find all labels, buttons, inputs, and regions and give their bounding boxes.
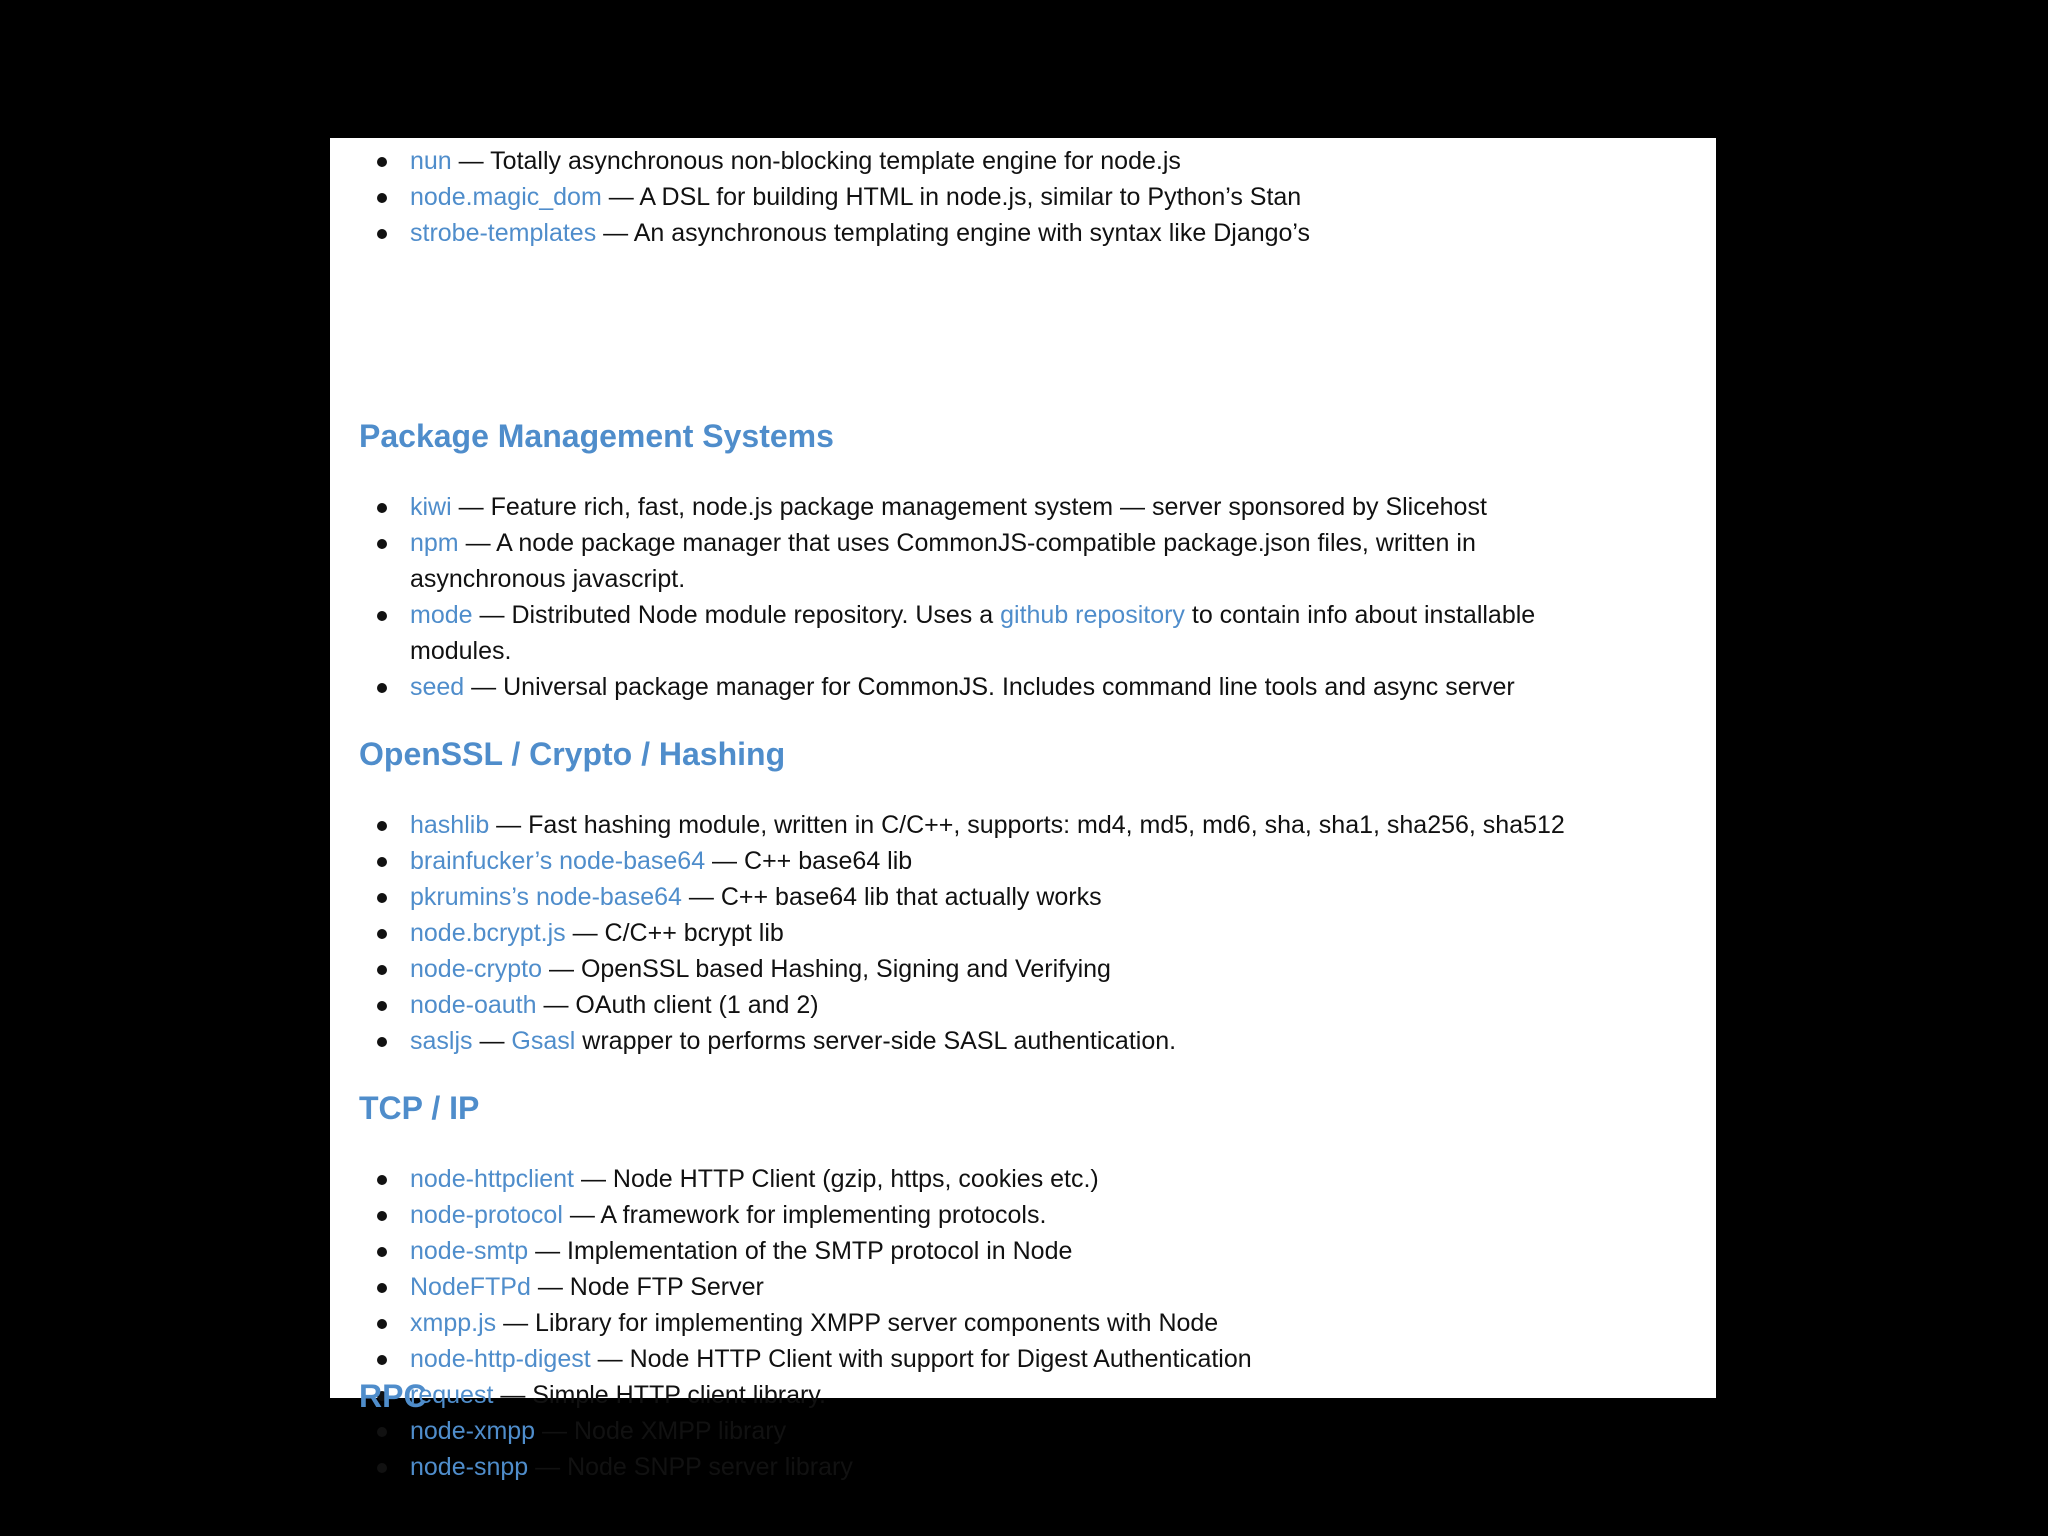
section-heading-tcp-ip: TCP / IP — [359, 1090, 480, 1126]
item-description: Node FTP Server — [569, 1273, 764, 1301]
bullet-icon — [377, 1463, 387, 1473]
section-heading-rpc: RPC — [359, 1378, 427, 1414]
link-node-httpclient[interactable]: node-httpclient — [410, 1165, 575, 1193]
item-description: Totally asynchronous non-blocking template engine for node.js — [490, 147, 1181, 175]
link-node-crypto[interactable]: node-crypto — [410, 955, 543, 983]
item-description: Feature rich, fast, node.js package management system — server sponsored by Slicehost — [490, 493, 1487, 521]
bullet-icon — [377, 857, 387, 867]
item-description: wrapper to performs server-side SASL authentication. — [582, 1027, 1177, 1055]
link-request[interactable]: request — [410, 1381, 494, 1409]
link-sasljs[interactable]: sasljs — [410, 1027, 473, 1055]
item-description: Fast hashing module, written in C/C++, supports: md4, md5, md6, sha, sha1, sha256, sha512 — [528, 811, 1565, 839]
item-description: Library for implementing XMPP server components with Node — [535, 1309, 1219, 1337]
bullet-icon — [377, 929, 387, 939]
link-node-protocol[interactable]: node-protocol — [410, 1201, 563, 1229]
list-item — [359, 1341, 1630, 1377]
list-item — [359, 807, 1630, 843]
separator: — — [565, 919, 605, 947]
bullet-icon — [377, 1037, 387, 1047]
separator: — — [705, 847, 745, 875]
section-heading-openssl: OpenSSL / Crypto / Hashing — [359, 736, 786, 772]
list-item — [359, 843, 1630, 879]
bullet-icon — [377, 1247, 387, 1257]
link-strobe-templates[interactable]: strobe-templates — [410, 219, 597, 247]
item-description: C++ base64 lib that actually works — [720, 883, 1102, 911]
item-description: OAuth client (1 and 2) — [575, 991, 819, 1019]
link-node-smtp[interactable]: node-smtp — [410, 1237, 529, 1265]
separator: — — [496, 1309, 536, 1337]
list-item — [359, 1305, 1630, 1341]
bullet-icon — [377, 539, 387, 549]
link-node-oauth[interactable]: node-oauth — [410, 991, 537, 1019]
list-item — [359, 987, 1630, 1023]
link-nodeftpd[interactable]: NodeFTPd — [410, 1273, 531, 1301]
item-description: C++ base64 lib — [744, 847, 913, 875]
link-node-http-digest[interactable]: node-http-digest — [410, 1345, 591, 1373]
list-item — [359, 1161, 1630, 1197]
link-seed[interactable]: seed — [410, 673, 465, 701]
list-item — [359, 1233, 1630, 1269]
separator: — — [528, 1237, 568, 1265]
list-item — [359, 525, 1630, 597]
link-node-bcrypt-js[interactable]: node.bcrypt.js — [410, 919, 566, 947]
list-item — [359, 143, 1630, 179]
link-kiwi[interactable]: kiwi — [410, 493, 452, 521]
tcp-ip-list — [359, 1161, 1630, 1485]
link-npm[interactable]: npm — [410, 529, 459, 557]
separator: — — [562, 1201, 601, 1229]
separator: — — [542, 955, 581, 983]
link-github-repository[interactable]: github repository — [1000, 601, 1185, 629]
separator: — — [493, 1381, 533, 1409]
item-description: A DSL for building HTML in node.js, similar to Python’s Stan — [639, 183, 1302, 211]
list-item — [359, 879, 1630, 915]
bullet-icon — [377, 611, 387, 621]
link-mode[interactable]: mode — [410, 601, 473, 629]
list-item — [359, 597, 1630, 669]
list-item — [359, 669, 1630, 705]
item-description: Node HTTP Client (gzip, https, cookies etc.) — [612, 1165, 1099, 1193]
separator: — — [472, 601, 512, 629]
link-gsasl[interactable]: Gsasl — [511, 1027, 576, 1055]
separator: — — [596, 219, 634, 247]
bullet-icon — [377, 965, 387, 975]
package-management-list — [359, 489, 1630, 705]
separator: — — [489, 811, 529, 839]
bullet-icon — [377, 503, 387, 513]
link-xmpp-js[interactable]: xmpp.js — [410, 1309, 497, 1337]
link-nun[interactable]: nun — [410, 147, 452, 175]
bullet-icon — [377, 1355, 387, 1365]
document-page — [330, 138, 1716, 1481]
bullet-icon — [377, 229, 387, 239]
separator: — — [590, 1345, 630, 1373]
link-node-xmpp[interactable]: node-xmpp — [410, 1417, 536, 1445]
item-description: A framework for implementing protocols. — [600, 1201, 1047, 1229]
list-item — [359, 215, 1630, 251]
item-description: Node XMPP library — [573, 1417, 787, 1445]
link-hashlib[interactable]: hashlib — [410, 811, 490, 839]
link-node-snpp[interactable]: node-snpp — [410, 1453, 529, 1481]
separator: — — [681, 883, 721, 911]
item-description: Node SNPP server library — [567, 1453, 853, 1481]
list-item — [359, 489, 1630, 525]
separator: — — [458, 529, 497, 557]
list-item — [359, 1269, 1630, 1305]
item-description: A node package manager that uses CommonJS-compatible package.json files, written in asynchronous javascript. — [410, 529, 1476, 593]
separator: — — [528, 1453, 568, 1481]
list-item — [359, 1197, 1630, 1233]
separator: — — [464, 673, 504, 701]
item-description: Simple HTTP client library. — [532, 1381, 826, 1409]
separator: — — [530, 1273, 570, 1301]
bullet-icon — [377, 157, 387, 167]
link-brainfucker-node-base64[interactable]: brainfucker’s node-base64 — [410, 847, 706, 875]
openssl-list — [359, 807, 1630, 1059]
bullet-icon — [377, 1283, 387, 1293]
bullet-icon — [377, 1427, 387, 1437]
link-node-magic-dom[interactable]: node.magic_dom — [410, 183, 602, 211]
list-item — [359, 1449, 1630, 1485]
separator: — — [451, 147, 491, 175]
list-item — [359, 179, 1630, 215]
list-item — [359, 951, 1630, 987]
bullet-icon — [377, 193, 387, 203]
list-item — [359, 1413, 1630, 1449]
template-engines-list — [359, 143, 1630, 251]
separator: — — [574, 1165, 613, 1193]
item-description: An asynchronous templating engine with syntax like Django’s — [633, 219, 1311, 247]
bullet-icon — [377, 1211, 387, 1221]
separator: — — [472, 1027, 512, 1055]
separator: — — [451, 493, 491, 521]
bullet-icon — [377, 1001, 387, 1011]
separator: — — [536, 991, 576, 1019]
item-description: Universal package manager for CommonJS. Includes command line tools and async server — [503, 673, 1515, 701]
item-description: Distributed Node module repository. Uses a — [511, 601, 994, 629]
bullet-icon — [377, 1175, 387, 1185]
item-description: C/C++ bcrypt lib — [604, 919, 784, 947]
list-item — [359, 1377, 1630, 1413]
section-heading-package-management: Package Management Systems — [359, 418, 834, 454]
item-description: Implementation of the SMTP protocol in Node — [567, 1237, 1073, 1265]
separator: — — [601, 183, 640, 211]
item-description: OpenSSL based Hashing, Signing and Verifying — [580, 955, 1111, 983]
bullet-icon — [377, 1319, 387, 1329]
separator: — — [535, 1417, 574, 1445]
list-item — [359, 915, 1630, 951]
bullet-icon — [377, 821, 387, 831]
list-item — [359, 1023, 1630, 1059]
link-pkrumins-node-base64[interactable]: pkrumins’s node-base64 — [410, 883, 682, 911]
bullet-icon — [377, 683, 387, 693]
item-description: to contain info about installable modules. — [410, 601, 1536, 665]
bullet-icon — [377, 893, 387, 903]
item-description: Node HTTP Client with support for Digest Authentication — [629, 1345, 1252, 1373]
